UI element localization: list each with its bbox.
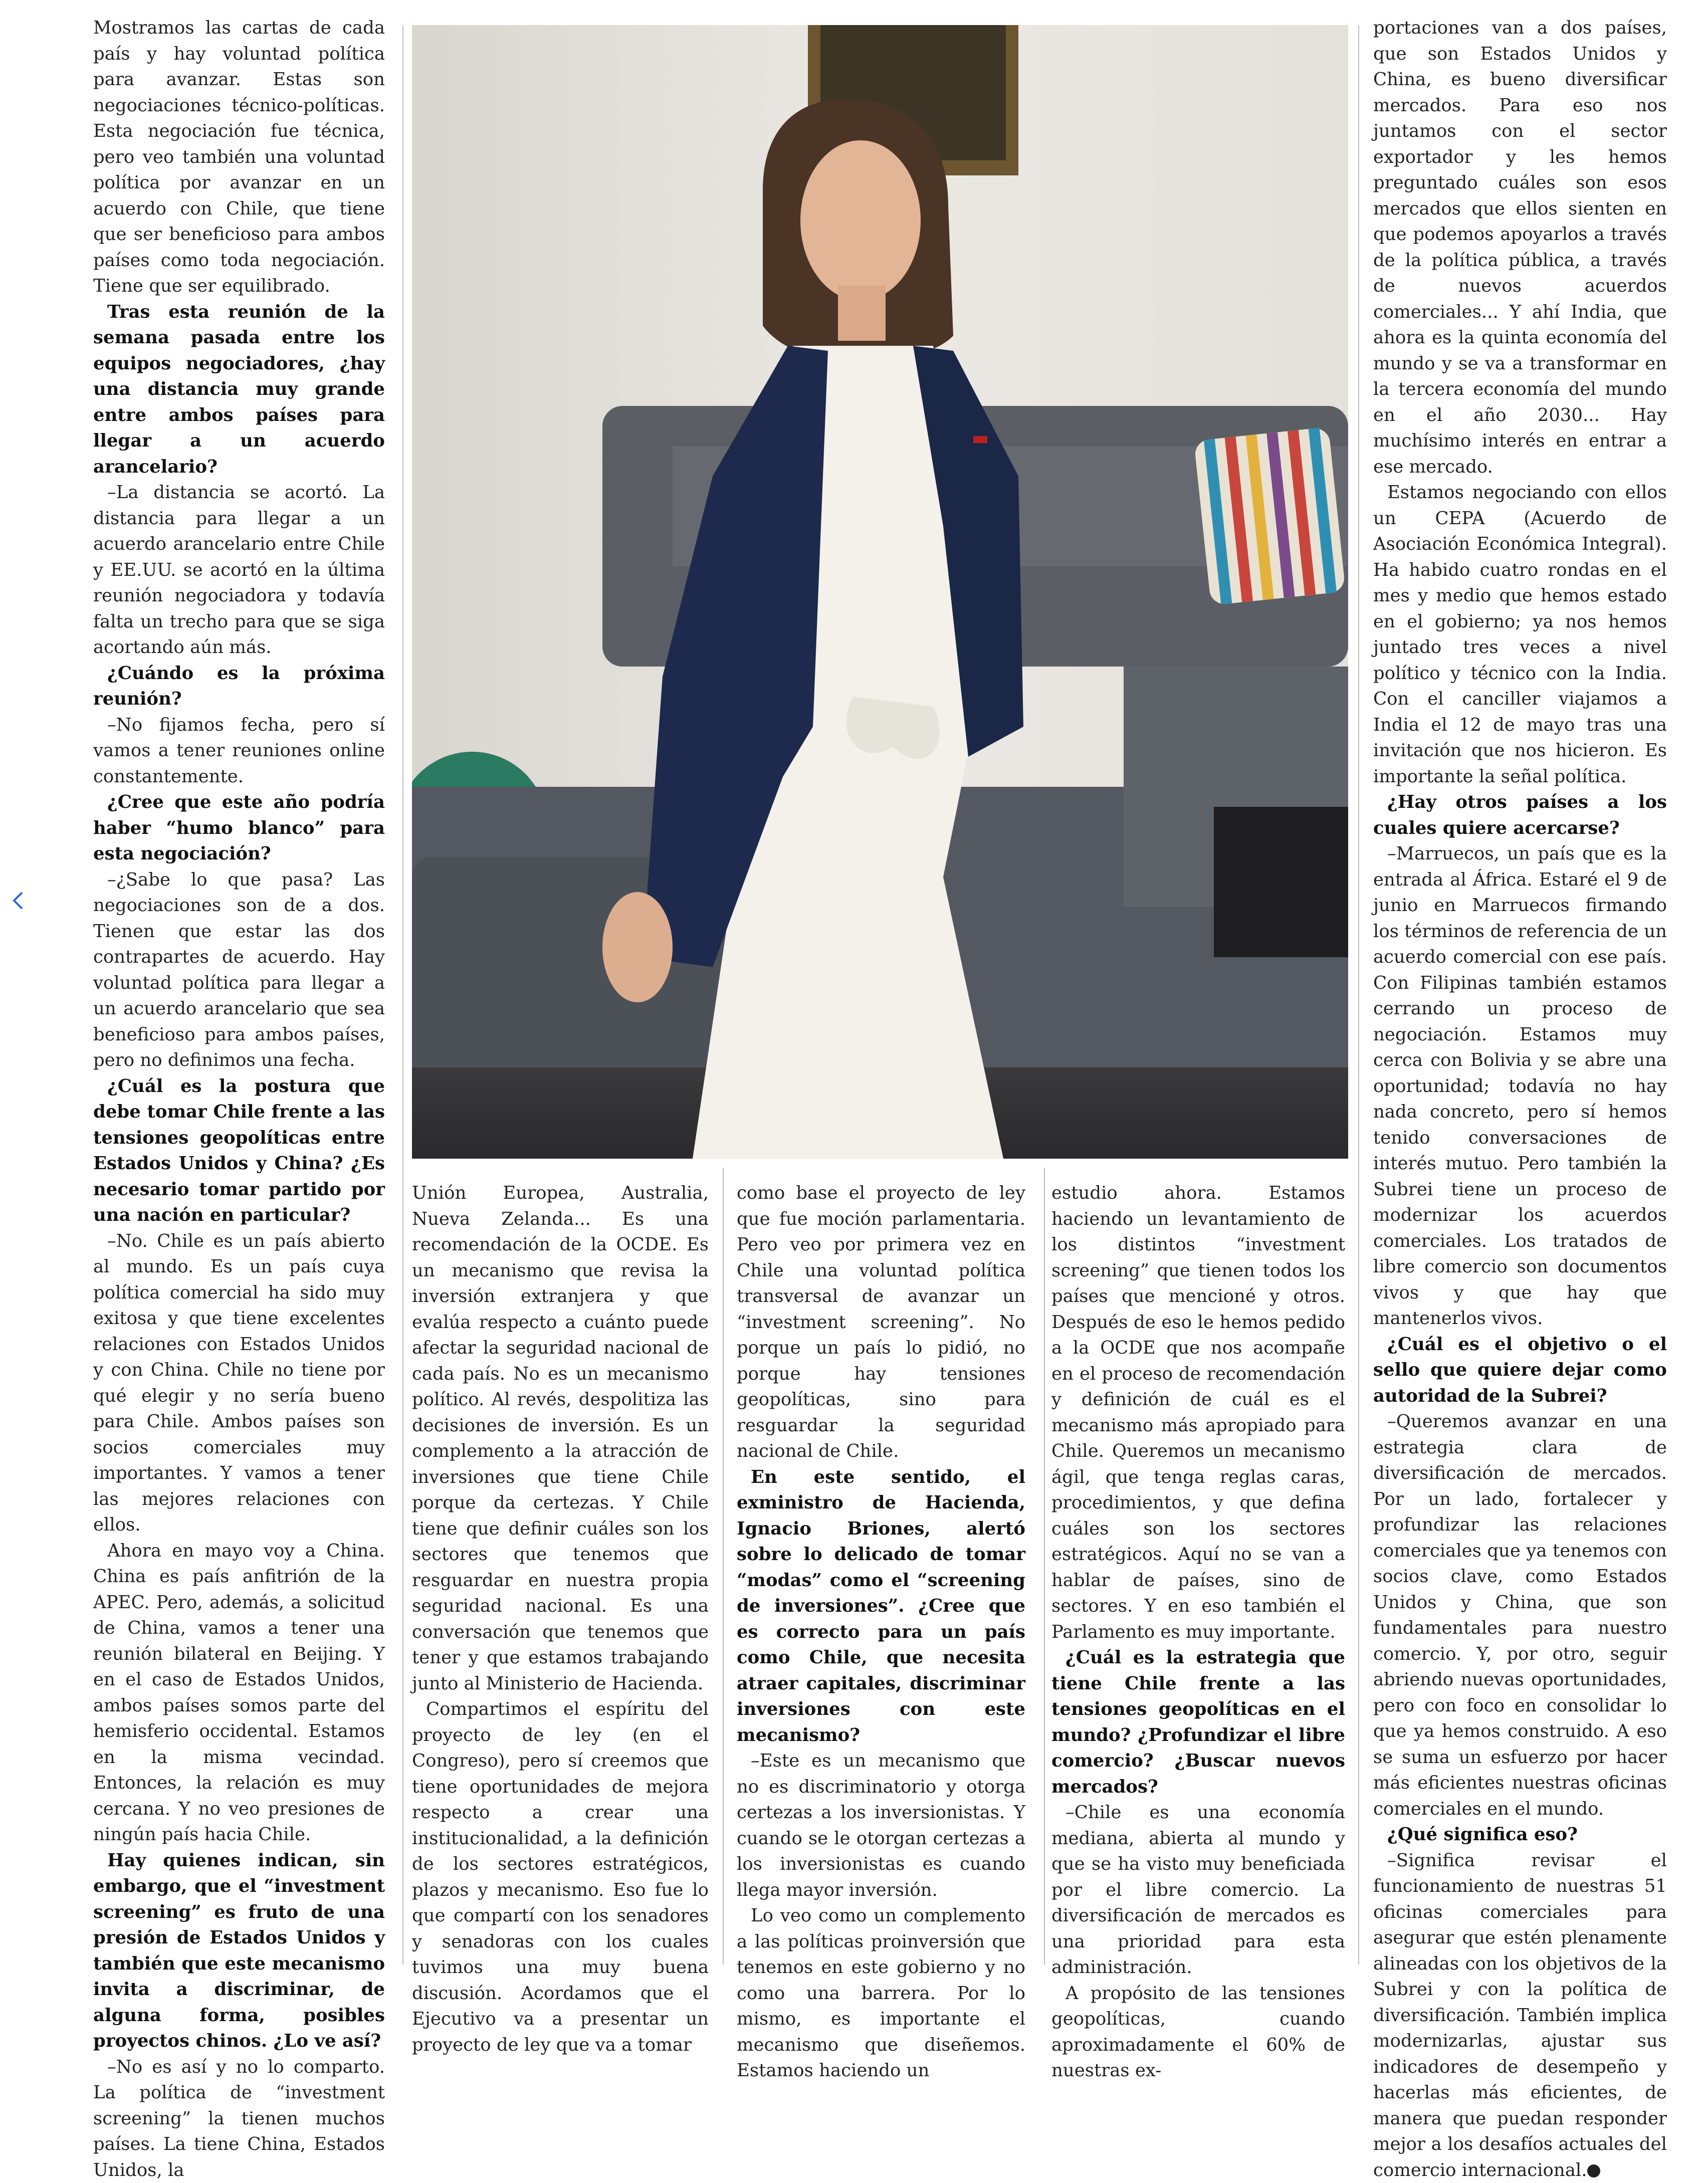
interview-answer: Ahora en mayo voy a China. China es país anfitrión de la APEC. Pero, además, a solicitud de China, vamos a tener una reunión bilateral en Beijing. Y en el caso de Estados Unidos, ambos países somos parte del hemisferio occidental. Estamos en la misma vecindad. Entonces, la relación es muy cercana. Y no veo presiones de ningún país hacia Chile. bbox=[93, 1538, 385, 1848]
interview-question: Tras esta reunión de la semana pasada entre los equipos negociadores, ¿hay una distancia muy grande entre ambos países para llegar a un acuerdo arancelario? bbox=[93, 299, 385, 480]
interview-answer: Compartimos el espíritu del proyecto de ley (en el Congreso), pero sí creemos que tiene oportunidades de mejora respecto a crear una institucionalidad, a la definición de los sectores estratégicos, plazos y mecanismo. Eso fue lo que compartí con los senadores y senadoras con los cuales tuvimos una muy buena discusión. Acordamos que el Ejecutivo va a presentar un proyecto de ley que va a tomar bbox=[412, 1696, 709, 2058]
column-rule bbox=[723, 1168, 724, 1964]
interview-question: Hay quienes indican, sin embargo, que el “investment screening” es fruto de una presión de Estados Unidos y también que este mecanismo invita a discriminar, de alguna forma, posibles proyectos chinos. ¿Lo ve así? bbox=[93, 1848, 385, 2054]
interview-answer: –Queremos avanzar en una estrategia clara de diversificación de mercados. Por un lado, fortalecer y profundizar las relaciones comerciales que ya tenemos con socios clave, como Estados Unidos y China, que son fundamentales para nuestro comercio. Y, por otro, seguir abriendo nuevas oportunidades, pero con foco en consolidar lo que ya hemos construido. A eso se suma un esfuerzo por hacer más eficientes nuestras oficinas comerciales en el mundo. bbox=[1373, 1409, 1667, 1822]
interview-answer: A propósito de las tensiones geopolíticas, cuando aproximadamente el 60% de nuestras ex- bbox=[1051, 1981, 1345, 2084]
interview-question: ¿Cuándo es la próxima reunión? bbox=[93, 661, 385, 712]
article-column-3 bbox=[737, 1180, 1025, 2084]
paragraph-continuation: Unión Europea, Australia, Nueva Zelanda... Es una recomendación de la OCDE. Es un mecanismo que revisa la inversión extranjera y que evalúa respecto a cuánto puede afectar la seguridad nacional de cada país. No es un mecanismo político. Al revés, despolitiza las decisiones de inversión. Es un complemento a la atracción de inversiones que tiene Chile porque da certezas. Y Chile tiene que definir cuáles son los sectores que tenemos que resguardar en nuestra propia seguridad nacional. Es una conversación que tenemos que tener y que estamos trabajando junto al Ministerio de Hacienda. bbox=[412, 1180, 709, 1696]
interview-answer: Lo veo como un complemento a las políticas proinversión que tenemos en este gobierno y no como una barrera. Por lo mismo, es importante el mecanismo que diseñemos. Estamos haciendo un bbox=[737, 1903, 1025, 2084]
interview-answer: –La distancia se acortó. La distancia para llegar a un acuerdo arancelario entre Chile y EE.UU. se acortó en la última reunión negociadora y todavía falta un trecho para que se siga acortando aún más. bbox=[93, 480, 385, 661]
interview-answer: –No fijamos fecha, pero sí vamos a tener reuniones online constantemente. bbox=[93, 712, 385, 790]
previous-page-chevron-icon[interactable] bbox=[7, 890, 29, 912]
interview-answer: –Significa revisar el funcionamiento de nuestras 51 oficinas comerciales para asegurar que estén plenamente alineadas con los objetivos de la Subrei y con la política de diversificación. También implica modernizarlas, ajustar sus indicadores de desempeño y hacerlas más eficientes, de manera que puedan responder mejor a los desafíos actuales del comercio internacional. P bbox=[1373, 1848, 1667, 2183]
interview-answer: Estamos negociando con ellos un CEPA (Acuerdo de Asociación Económica Integral). Ha habido cuatro rondas en el mes y medio que hemos estado en el gobierno; ya nos hemos juntado tres veces a nivel político y técnico con la India. Con el canciller viajamos a India el 12 de mayo tras una invitación que nos hicieron. Es importante la señal política. bbox=[1373, 480, 1667, 789]
interview-question: En este sentido, el exministro de Hacienda, Ignacio Briones, alertó sobre lo delicado de tomar “modas” como el “screening de inversiones”. ¿Cree que es correcto para un país como Chile, que necesita atraer capitales, discriminar inversiones con este mecanismo? bbox=[737, 1464, 1025, 1749]
end-of-article-mark: P bbox=[1587, 2164, 1600, 2177]
article-column-5 bbox=[1373, 15, 1667, 2183]
interview-answer: –Chile es una economía mediana, abierta al mundo y que se ha visto muy beneficiada por el libre comercio. La diversificación de mercados es una prioridad para esta administración. bbox=[1051, 1800, 1345, 1981]
article-column-4 bbox=[1051, 1180, 1345, 2084]
interview-answer: –Este es un mecanismo que no es discriminatorio y otorga certezas a los inversionistas. Y cuando se le otorgan certezas a los inversionistas es cuando llega mayor inversión. bbox=[737, 1748, 1025, 1903]
interview-answer: –No es así y no lo comparto. La política de “investment screening” la tienen muchos países. La tiene China, Estados Unidos, la bbox=[93, 2054, 385, 2183]
interview-question: ¿Qué significa eso? bbox=[1373, 1822, 1667, 1848]
paragraph-continuation: portaciones van a dos países, que son Estados Unidos y China, es bueno diversificar mercados. Para eso nos juntamos con el sector exportador y les hemos preguntado cuáles son esos mercados que ellos sienten en que podemos apoyarlos a través de la política pública, a través de nuevos acuerdos comerciales... Y ahí India, que ahora es la quinta economía del mundo y se va a transformar en la tercera economía del mundo en el año 2030... Hay muchísimo interés en entrar a ese mercado. bbox=[1373, 15, 1667, 480]
interview-question: ¿Cuál es el objetivo o el sello que quiere dejar como autoridad de la Subrei? bbox=[1373, 1332, 1667, 1409]
interview-question: ¿Cuál es la postura que debe tomar Chile frente a las tensiones geopolíticas entre Estados Unidos y China? ¿Es necesario tomar partido por una nación en particular? bbox=[93, 1073, 385, 1228]
interview-question: ¿Cree que este año podría haber “humo blanco” para esta negociación? bbox=[93, 789, 385, 867]
interview-answer: –¿Sabe lo que pasa? Las negociaciones son de a dos. Tienen que estar las dos contrapartes de acuerdo. Hay voluntad política para llegar a un acuerdo arancelario que sea beneficioso para ambos países, pero no definimos una fecha. bbox=[93, 867, 385, 1073]
column-rule bbox=[402, 25, 403, 1964]
column-rule bbox=[1044, 1168, 1045, 1964]
interview-answer: –Marruecos, un país que es la entrada al África. Estaré el 9 de junio en Marruecos firmando los términos de referencia de un acuerdo comercial con ese país. Con Filipinas también estamos cerrando un proceso de negociación. Estamos muy cerca con Bolivia y se abre una oportunidad; todavía no hay nada concreto, pero sí hemos tenido conversaciones de interés mutuo. Pero también la Subrei tiene un proceso de modernizar los acuerdos comerciales. Los tratados de libre comercio son documentos vivos y que hay que mantenerlos vivos. bbox=[1373, 841, 1667, 1332]
interview-question: ¿Cuál es la estrategia que tiene Chile frente a las tensiones geopolíticas en el mundo? ¿Profundizar el libre comercio? ¿Buscar nuevos mercados? bbox=[1051, 1645, 1345, 1800]
interview-answer: –No. Chile es un país abierto al mundo. Es un país cuya política comercial ha sido muy exitosa y que tiene excelentes relaciones con Estados Unidos y con China. Chile no tiene por qué elegir y no sería bueno para Chile. Ambos países son socios comerciales muy importantes. Y vamos a tener las mejores relaciones con ellos. bbox=[93, 1228, 385, 1538]
portrait-photo bbox=[412, 25, 1348, 1159]
paragraph-continuation: estudio ahora. Estamos haciendo un levantamiento de los distintos “investment screening” que tienen todos los países que mencioné y otros. Después de eso le hemos pedido a la OCDE que nos acompañe en el proceso de recomendación y definición de cuál es el mecanismo más apropiado para Chile. Queremos un mecanismo ágil, que tenga reglas caras, procedimientos, y que defina cuáles son los sectores estratégicos. Aquí no se van a hablar de países, sino de sectores. Y en eso también el Parlamento es muy importante. bbox=[1051, 1180, 1345, 1645]
column-rule bbox=[1358, 25, 1359, 1964]
interview-question: ¿Hay otros países a los cuales quiere acercarse? bbox=[1373, 789, 1667, 841]
paragraph-continuation: como base el proyecto de ley que fue moción parlamentaria. Pero veo por primera vez en Chile una voluntad política transversal de avanzar un “investment screening”. No porque un país lo pidió, no porque hay tensiones geopolíticas, sino para resguardar la seguridad nacional de Chile. bbox=[737, 1180, 1025, 1464]
article-column-2 bbox=[412, 1180, 709, 2058]
article-column-1 bbox=[93, 15, 385, 2183]
paragraph-continuation: Mostramos las cartas de cada país y hay voluntad política para avanzar. Estas son negociaciones técnico-políticas. Esta negociación fue técnica, pero veo también una voluntad política por avanzar en un acuerdo con Chile, que tiene que ser beneficioso para ambos países como toda negociación. Tiene que ser equilibrado. bbox=[93, 15, 385, 299]
portrait-illustration bbox=[412, 25, 1348, 1159]
